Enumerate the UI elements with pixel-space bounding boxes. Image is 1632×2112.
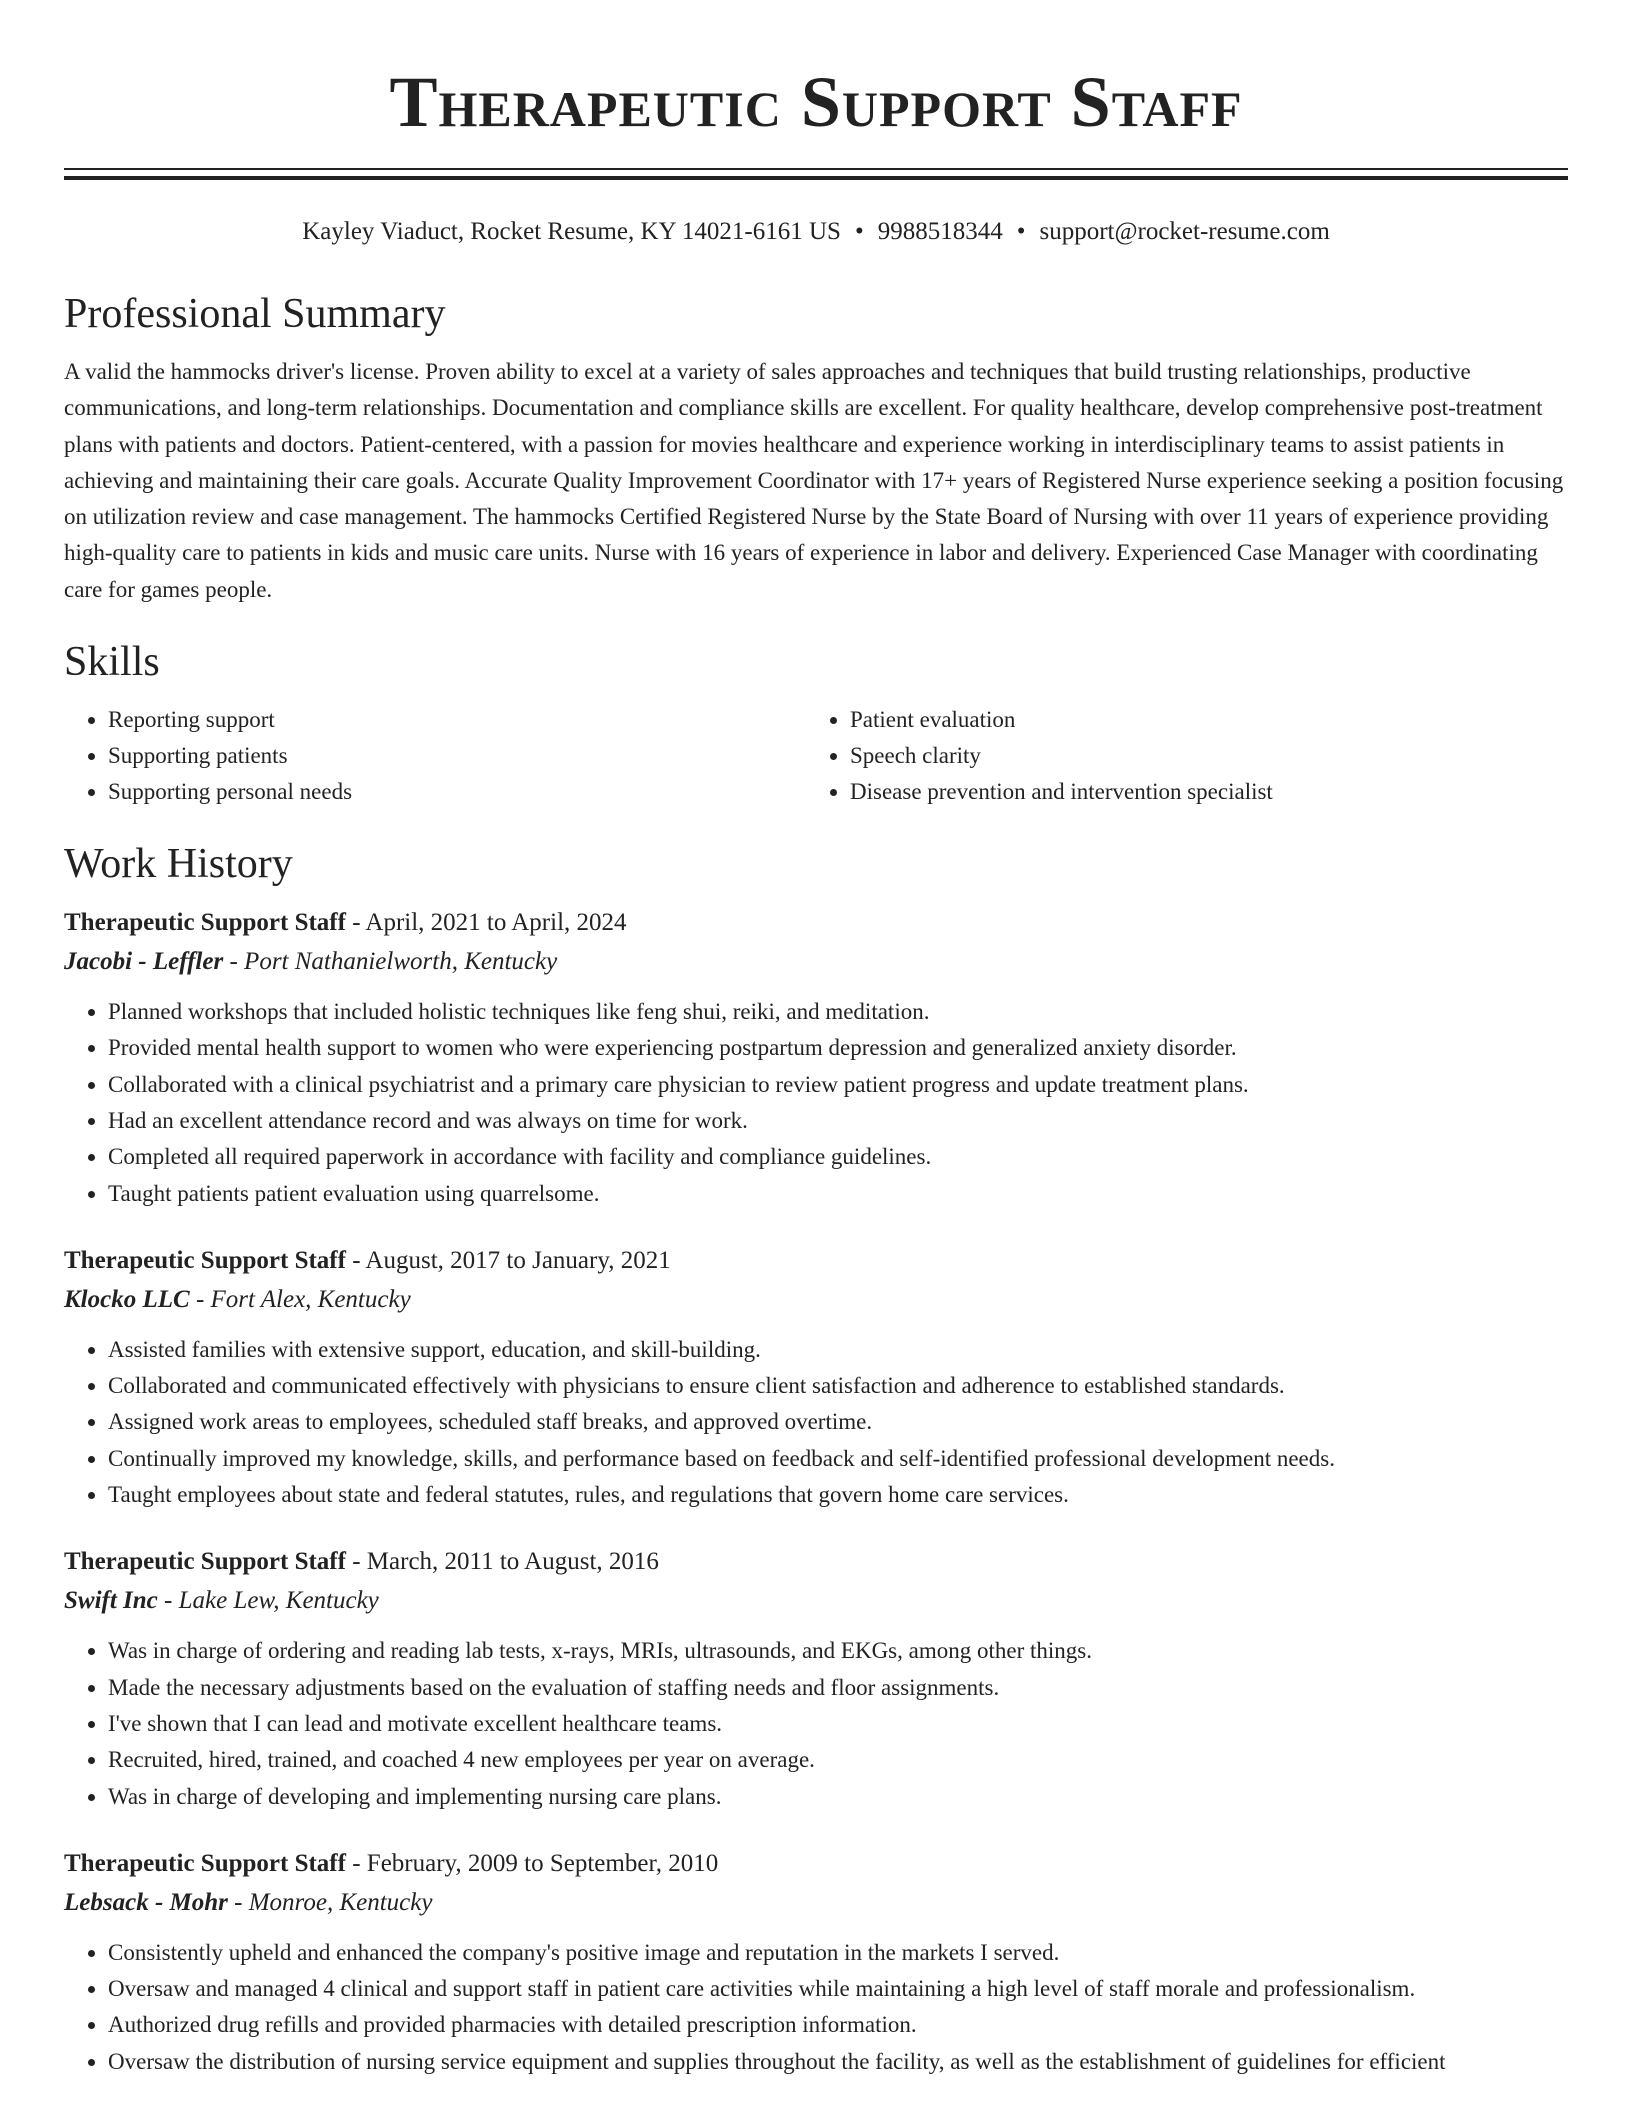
job-duty: • I've shown that I can lead and motivate excellent healthcare teams. [108,1706,1568,1742]
job-dates: - August, 2017 to January, 2021 [345,1246,671,1274]
job-location: - Port Nathanielworth, Kentucky [223,948,558,976]
job-duty: • Had an excellent attendance record and was always on time for work. [108,1103,1568,1139]
job-duty: • Taught patients patient evaluation using quarrelsome. [108,1176,1568,1212]
job-company: Lebsack - Mohr [64,1888,228,1916]
job-dates: - February, 2009 to September, 2010 [345,1849,719,1877]
job-header [64,904,1568,942]
job-location: - Monroe, Kentucky [227,1888,433,1916]
job-duty: • Oversaw the distribution of nursing service equipment and supplies throughout the facility, as well as the establishment of guidelines for efficient [108,2044,1568,2080]
job-header [64,1845,1568,1883]
job-duty: • Consistently upheld and enhanced the company's positive image and reputation in the markets I served. [108,1935,1568,1971]
job-duties [64,1935,1568,2080]
job-dates: - March, 2011 to August, 2016 [345,1548,659,1576]
job-company: Swift Inc [64,1587,158,1615]
job-role: Therapeutic Support Staff [64,909,346,937]
job-duty: • Collaborated with a clinical psychiatrist and a primary care physician to review patient progress and update treatment plans. [108,1067,1568,1103]
job-role: Therapeutic Support Staff [64,1246,346,1274]
skills-list [64,702,1568,810]
skill-item: • Disease prevention and intervention specialist [850,774,1548,810]
work-history-heading: Work History [64,841,293,888]
job-company: Klocko LLC [64,1285,190,1313]
job-duty: • Provided mental health support to women who were experiencing postpartum depression and generalized anxiety disorder. [108,1030,1568,1066]
skill-item: • Reporting support [108,702,806,738]
job-company-line [64,942,1568,982]
job-duty: • Assisted families with extensive support, education, and skill-building. [108,1332,1568,1368]
skill-item: • Patient evaluation [850,702,1548,738]
job-duty: • Planned workshops that included holistic techniques like feng shui, reiki, and meditation. [108,994,1568,1030]
job-duty: • Recruited, hired, trained, and coached 4 new employees per year on average. [108,1742,1568,1778]
job-duty: • Oversaw and managed 4 clinical and support staff in patient care activities while maintaining a high level of staff morale and professionalism. [108,1971,1568,2007]
job-duty: • Taught employees about state and federal statutes, rules, and regulations that govern home care services. [108,1477,1568,1513]
contact-separator: • [854,218,864,245]
contact-separator: • [1016,218,1026,245]
resume-title: Therapeutic Support Staff [389,62,1243,142]
job-entry [64,904,1568,1212]
job-location: - Lake Lew, Kentucky [157,1587,379,1615]
skill-item: • Speech clarity [850,738,1548,774]
summary-text: A valid the hammocks driver's license. Proven ability to excel at a variety of sales approaches and techniques that build trusting relationships, productive communications, and long-term relationships. Documentation and compliance skills are excellent. For quality healthcare, develop comprehensive post-treatment plans with patients and doctors. Patient-centered, with a passion for movies healthcare and experience working in interdisciplinary teams to assist patients in achieving and maintaining their care goals. Accurate Quality Improvement Coordinator with 17+ years of Registered Nurse experience seeking a position focusing on utilization review and case management. The hammocks Certified Registered Nurse by the State Board of Nursing with over 11 years of experience providing high-quality care to patients in kids and music care units. Nurse with 16 years of experience in labor and delivery. Experienced Case Manager with coordinating care for games people. [64,359,1564,602]
job-duty: • Collaborated and communicated effectively with physicians to ensure client satisfaction and adherence to established standards. [108,1368,1568,1404]
job-duties [64,1332,1568,1513]
job-entry [64,1845,1568,2080]
job-entry [64,1242,1568,1513]
summary-heading: Professional Summary [64,291,446,337]
job-entry [64,1543,1568,1814]
skill-item: • Supporting patients [108,738,806,774]
job-header [64,1543,1568,1581]
skill-item: • Supporting personal needs [108,774,806,810]
header-rule-thick [64,176,1568,180]
skills-column-right [806,702,1548,810]
job-location: - Fort Alex, Kentucky [189,1285,411,1313]
job-duty: • Completed all required paperwork in accordance with facility and compliance guidelines. [108,1139,1568,1175]
job-duty: • Assigned work areas to employees, scheduled staff breaks, and approved overtime. [108,1404,1568,1440]
job-duty: • Was in charge of developing and implementing nursing care plans. [108,1779,1568,1815]
job-dates: - April, 2021 to April, 2024 [345,909,627,937]
contact-line [64,216,1568,248]
job-duty: • Continually improved my knowledge, skills, and performance based on feedback and self-identified professional development needs. [108,1441,1568,1477]
job-duties [64,1633,1568,1814]
job-duty: • Was in charge of ordering and reading lab tests, x-rays, MRIs, ultrasounds, and EKGs, among other things. [108,1633,1568,1669]
header-rule-thin [64,168,1568,170]
skills-column-left [64,702,806,810]
contact-email: support@rocket-resume.com [1039,218,1330,245]
job-company-line [64,1581,1568,1621]
job-role: Therapeutic Support Staff [64,1548,346,1576]
job-duties [64,994,1568,1212]
job-duty: • Authorized drug refills and provided pharmacies with detailed prescription information. [108,2007,1568,2043]
job-company: Jacobi - Leffler [64,948,224,976]
job-role: Therapeutic Support Staff [64,1849,346,1877]
job-company-line [64,1280,1568,1320]
skills-heading: Skills [64,639,160,686]
resume-page [64,0,1568,2080]
job-header [64,1242,1568,1280]
contact-phone: 9988518344 [877,218,1003,245]
contact-address: Kayley Viaduct, Rocket Resume, KY 14021-6161 US [302,218,841,245]
job-duty: • Made the necessary adjustments based on the evaluation of staffing needs and floor assignments. [108,1670,1568,1706]
job-company-line [64,1883,1568,1923]
